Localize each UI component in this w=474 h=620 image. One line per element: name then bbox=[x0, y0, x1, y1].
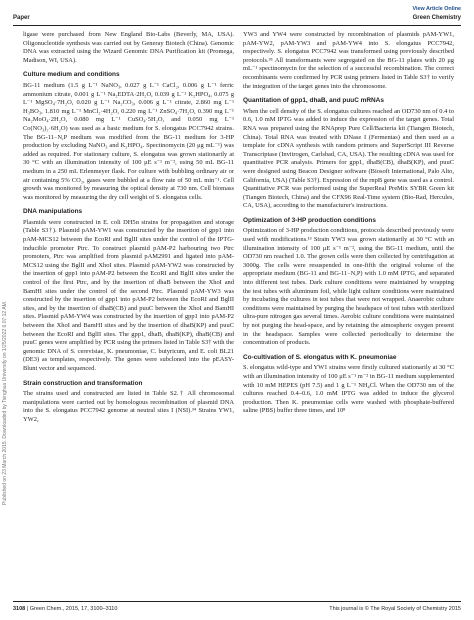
optimization-paragraph: Optimization of 3-HP production conditions, protocols described previously were used with modifications.¹³ Strain YW3 was grown stationarily at 30 °C with an illumination intensity of 100 μE s⁻¹ m⁻², using the BG-11 medium, until the OD730 nm reached 1.0. The grown cells were then collected by centrifugation at 3000g. The cells were resuspended in one-fifth the original volume of the appropriate medium (BG-11 and BG-11₋N,P) with 1.0 mM IPTG, and separated into different test tubes. Dark culture conditions were maintained by wrapping the test tubes with aluminum foil, while light culture conditions were maintained by incubating the cultures in test tubes that were not wrapped. Anaerobic culture conditions were maintained by purging the headspace of test tubes with sterilized ultra-pure nitrogen gas several times. Aerobic culture conditions were maintained by not purging the head-space, and by retaining the atmospheric oxygen present in the headspace. Samples were collected periodically to determine the concentration of products. bbox=[243, 227, 454, 347]
section-label: Paper bbox=[13, 15, 30, 21]
strain-paragraph: The strains used and constructed are listed in Table S2.† All chromosomal manipulations were carried out by homologous recombination of plasmid DNA into the S. elongatus PCC7942 genome at neutral sites I (NSI).³⁴ Strains YW1, YW2, bbox=[23, 390, 234, 423]
footer-rule bbox=[13, 601, 461, 602]
journal-citation: | Green Chem., 2015, 17, 3100–3110 bbox=[26, 606, 118, 612]
download-watermark bbox=[2, 125, 11, 505]
cocultivation-paragraph: S. elongatus wild-type and YW1 strains were firstly cultured stationarily at 30 °C with an illumination intensity of 100 μE s⁻¹ m⁻² in BG-11 medium supplemented with 10 mM HEPES (pH 7.5) and 1 g L⁻¹ NH₄Cl. When the OD730 nm of the cultures reached 0.4–0.6, 1.0 mM IPTG was added to induce the glycerol production. Then K. pneumoniae cells were washed with phosphate-buffered saline (PBS) buffer three times, and 10⁸ bbox=[243, 364, 454, 415]
section-heading-quantitation: Quantitation of gpp1, dhaB, and puuC mRNAs bbox=[243, 97, 384, 105]
section-heading-dna: DNA manipulations bbox=[23, 208, 83, 216]
journal-name: Green Chemistry bbox=[412, 15, 461, 21]
strain-continued-paragraph: YW3 and YW4 were constructed by recombination of plasmids pAM-YW1, pAM-YW2, pAM-YW3 and pAM-YW4 into S. elongatus PCC7942, respectively. S. elongatus PCC7942 was transformed using previously described protocols.³⁵ All transformants were segregated on the BG-11 plates with 20 μg mL⁻¹ spectinomycin for the selection of a successful recombination. The correct recombinants were confirmed by PCR using primers listed in Table S3† to verify the integration of the target genes into the chromosome. bbox=[243, 31, 454, 90]
page-header bbox=[13, 4, 461, 26]
section-heading-strain: Strain construction and transformation bbox=[23, 379, 143, 387]
page-number: 3108 bbox=[13, 606, 26, 612]
section-heading-culture: Culture medium and conditions bbox=[23, 71, 120, 79]
download-watermark-text: Published on 23 March 2015. Downloaded by Tsinghua University on 1/25/2022 6:07:12 AM. bbox=[2, 300, 8, 505]
section-heading-optimization: Optimization of 3-HP production conditions bbox=[243, 216, 376, 224]
dna-paragraph: Plasmids were constructed in E. coli DH5α strains for propagation and storage (Table S3†). Plasmid pAM-YW1 was constructed by the insertion of gpp1 into pAM-MCS12 between the EcoRI and BglII sites under the control of the IPTG-inducible promoter Ptrc. To construct plasmid pAM-P2 harbouring two Ptrc promoters, Ptrc was amplified from plasmid pAM2991 and ligated into pAM-MCS12 using the BglII and XhoI sites. Plasmid pAM-YW2 was constructed by the insertion of gpp1 into pAM-P2 between the EcoRI and BglII sites under the control of the first Ptrc, and by the insertion of dhaB between the XhoI and BamHI sites under the control of the second Ptrc. Plasmid pAM-YW3 was constructed by the insertion of gpp1 into pAM-P2 between the EcoRI and BglII sites, and by the insertion of dhaB(CB) and puuC between the XhoI and BamHI sites. Plasmid pAM-YW4 was constructed by the insertion of gpp1 into pAM-P2 between the XhoI and BamHI sites and by the insertion of dhaB(KP) and puuC between the EcoRI and BglII sites. The gpp1, dhaB, dhaB(KP), dhaB(CB) and puuC genes were amplified by PCR using the primers listed in Table S3† with the genomic DNA of S. cerevisiae, K. pneumoniae, C. butyricum, and E. coli BL21 (DE3) as templates, respectively. The genes were subcloned into the pEASY-Blunt vector and sequenced. bbox=[23, 218, 234, 372]
section-heading-cocultivation: Co-cultivation of S. elongatus with K. pneumoniae bbox=[243, 353, 397, 361]
left-column bbox=[23, 31, 234, 425]
culture-paragraph: BG-11 medium (1.5 g L⁻¹ NaNO₃, 0.027 g L⁻¹ CaCl₂, 0.006 g L⁻¹ ferric ammonium citrate, 0.001 g L⁻¹ Na₂EDTA·2H₂O, 0.039 g L⁻¹ K₂HPO₄, 0.075 g L⁻¹ MgSO₄·7H₂O, 0.020 g L⁻¹ Na₂CO₃, 0.006 g L⁻¹ citrate, 2.860 mg L⁻¹ H₃BO₃, 1.810 mg L⁻¹ MnCl₂·4H₂O, 0.220 mg L⁻¹ ZnSO₄·7H₂O, 0.390 mg L⁻¹ Na₂MoO₄·2H₂O, 0.080 mg L⁻¹ CuSO₄·5H₂O, and 0.050 mg L⁻¹ Co(NO₃)₂·6H₂O) was used as a basic medium for S. elongatus PCC7942 strains. The BG-11₋N,P medium was modified from the BG-11 medium for 3-HP production by excluding NaNO₃ and K₂HPO₄. Spectinomycin (20 μg mL⁻¹) was added as required. For stationary culture, S. elongatus was grown stationarily at 30 °C with an illumination intensity of 100 μE s⁻¹ m⁻², using 50 mL BG-11 medium in a 250 mL Erlenmeyer flask. For culture with bubbling ordinary air or air containing 5% CO₂, gases were bubbled at a flow rate of 50 mL min⁻¹. Cell growth was monitored by measuring the optical density at 730 nm. Cell biomass was monitored by measuring the dry cell weight of S. elongatus cells. bbox=[23, 81, 234, 201]
quantitation-paragraph: When the cell density of the S. elongatus cultures reached an OD730 nm of 0.4 to 0.6, 1.0 mM IPTG was added to induce the expression of the target genes. Total RNA was prepared using the RNAprep Pure Cell/Bacteria kit (Tiangen Biotech, China). Total RNA was treated with DNase I (Fermentas) and then used as a template for cDNA synthesis with random primers and SuperScript III Reverse Transcriptase (Invitrogen, Carlsbad, CA, USA). The resulting cDNA was used for quantitative PCR analysis. Primers for gpp1, dhaB(CB), dhaB(KP), and puuC were designed using Beacon Designer software (Biosoft International, Palo Alto, California, USA) (Table S3†). Expression of the rnpB gene was used as a control. Quantitative PCR was performed using the SuperReal PreMix SYBR Green kit (Tiangen Biotech, China) and the CFX96 Real-Time system (Bio-Rad, Hercules, CA, USA), according to the manufacturer's instructions. bbox=[243, 107, 454, 210]
footer-copyright: This journal is © The Royal Society of Chemistry 2015 bbox=[329, 606, 461, 612]
header-rule bbox=[13, 25, 461, 26]
materials-paragraph: ligase were purchased from New England Bio-Labs (Beverly, MA, USA). Oligonucleotide synthesis was carried out by Generay Biotech (China). Genomic DNA was extracted using the Wizard Genomic DNA Purification kit (Promega, Madison, WI, USA). bbox=[23, 31, 234, 64]
right-column bbox=[243, 31, 454, 416]
footer-citation bbox=[13, 606, 117, 612]
view-article-online-link[interactable]: View Article Online bbox=[412, 6, 461, 12]
